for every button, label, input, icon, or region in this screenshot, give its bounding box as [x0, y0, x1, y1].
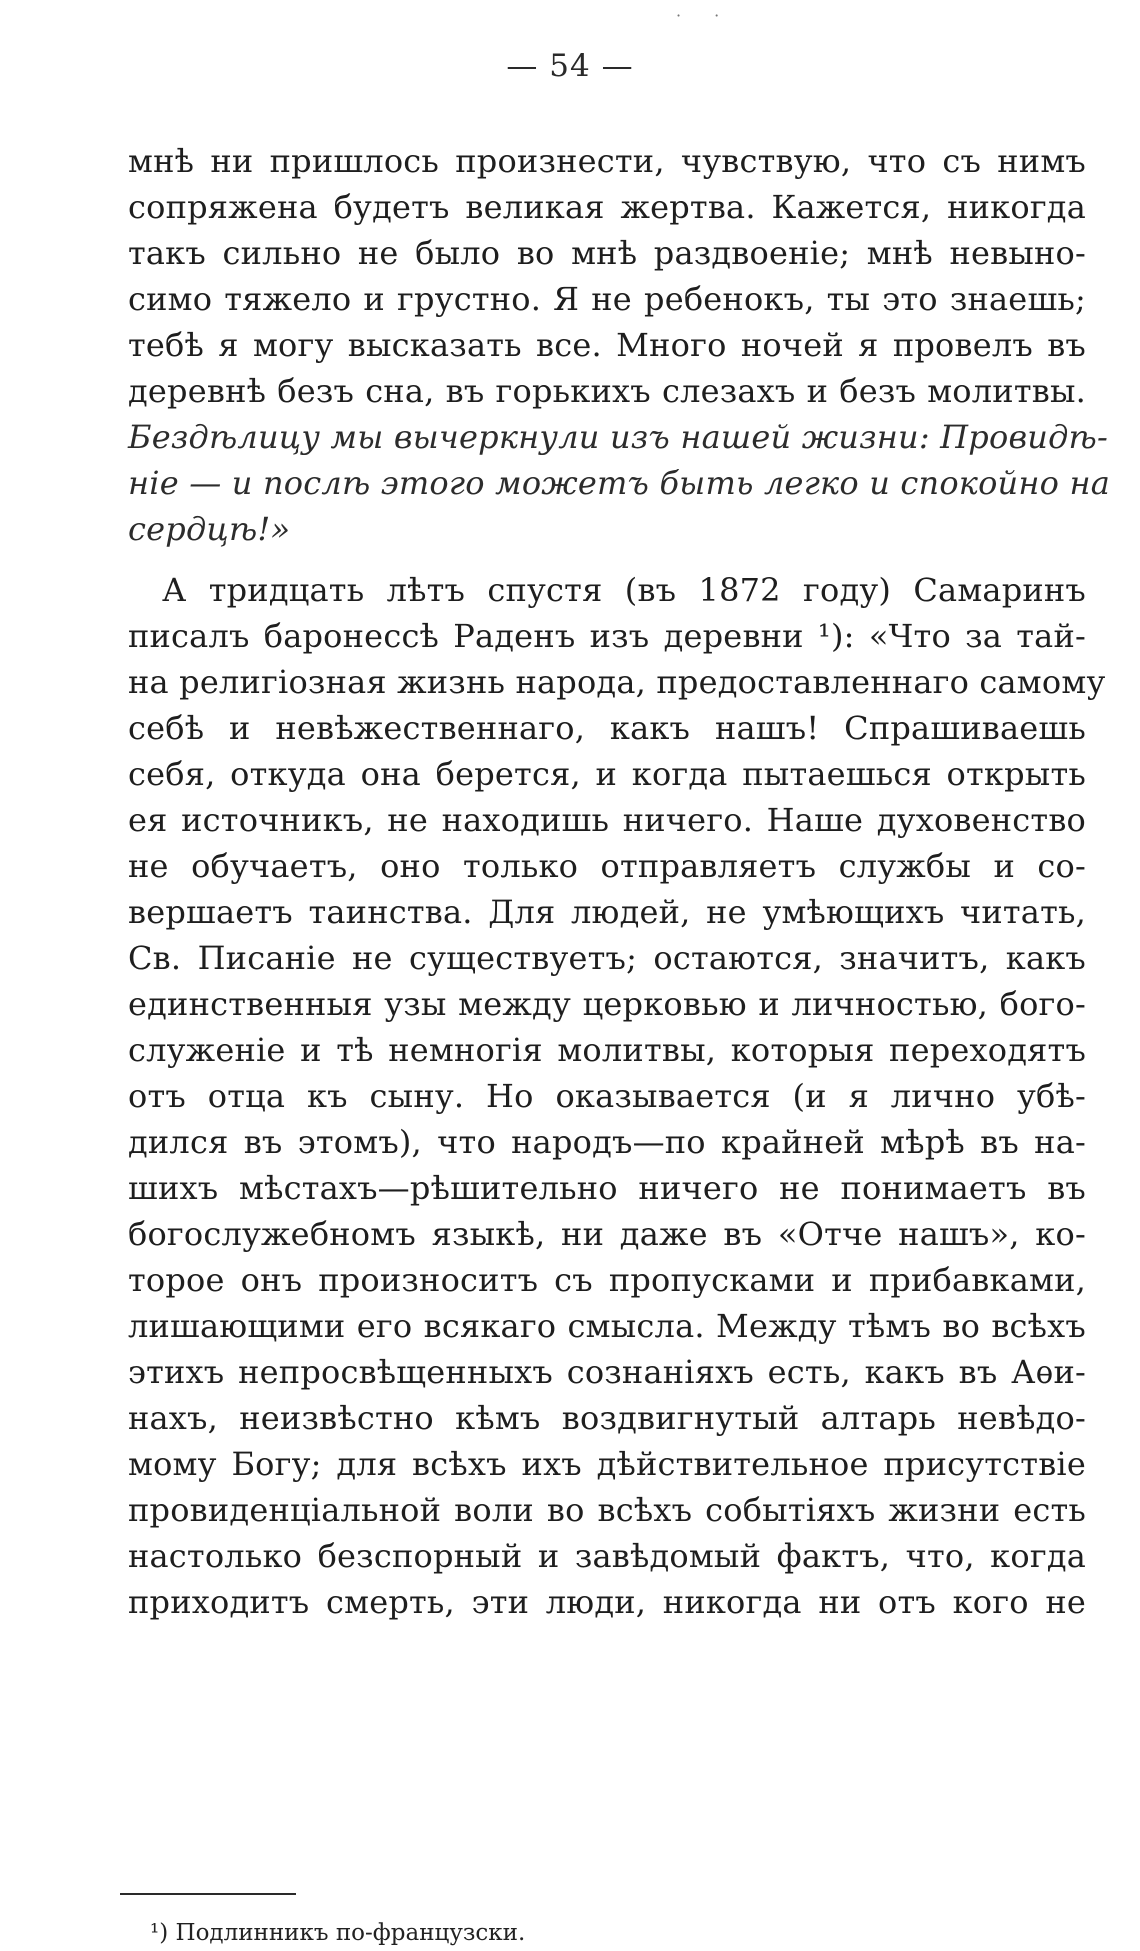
text-line: отъ отца къ сыну. Но оказывается (и я лично убѣ- [128, 1077, 1086, 1115]
italic-text-line: ніе — и послѣ этого можетъ быть легко и спокойно на [128, 464, 1111, 502]
text-line: мнѣ ни пришлось произнести, чувствую, что съ нимъ [128, 142, 1086, 180]
text-line: себѣ и невѣжественнаго, какъ нашъ! Спрашиваешь [128, 709, 1086, 747]
text-line: вершаетъ таинства. Для людей, не умѣющихъ читать, [128, 893, 1086, 931]
text-line: богослужебномъ языкѣ, ни даже въ «Отче нашъ», ко- [128, 1215, 1086, 1253]
text-line: тебѣ я могу высказать все. Много ночей я провелъ въ [128, 326, 1086, 364]
text-line: на религіозная жизнь народа, предоставленнаго самому [128, 663, 1106, 701]
paragraph-gap [128, 552, 1086, 567]
text-line: служеніе и тѣ немногія молитвы, которыя переходятъ [128, 1031, 1086, 1069]
text-line: деревнѣ безъ сна, въ горькихъ слезахъ и безъ молитвы. [128, 372, 1086, 410]
text-line: торое онъ произноситъ съ пропусками и прибавками, [128, 1261, 1086, 1299]
top-marks: · · [676, 6, 734, 25]
body-text [128, 138, 1111, 1625]
text-line: приходитъ смерть, эти люди, никогда ни отъ кого не [128, 1583, 1086, 1621]
text-line: Св. Писаніе не существуетъ; остаются, значитъ, какъ [128, 939, 1086, 977]
text-line: ея источникъ, не находишь ничего. Наше духовенство [128, 801, 1086, 839]
text-line: настолько безспорный и завѣдомый фактъ, что, когда [128, 1537, 1086, 1575]
text-line: сопряжена будетъ великая жертва. Кажется, никогда [128, 188, 1086, 226]
text-line: такъ сильно не было во мнѣ раздвоеніе; мнѣ невыно- [128, 234, 1086, 272]
footnote [150, 1918, 525, 1948]
text-line: А тридцать лѣтъ спустя (въ 1872 году) Самаринъ [162, 571, 1086, 609]
footnote-divider [120, 1893, 296, 1895]
text-line: единственныя узы между церковью и личностью, бого- [128, 985, 1086, 1023]
text-line: симо тяжело и грустно. Я не ребенокъ, ты это знаешь; [128, 280, 1086, 318]
text-line: нахъ, неизвѣстно кѣмъ воздвигнутый алтарь невѣдо- [128, 1399, 1086, 1437]
footnote-text: Подлинникъ по-французски. [175, 1920, 526, 1946]
italic-text-line: сердцѣ!» [128, 510, 291, 548]
text-line: шихъ мѣстахъ—рѣшительно ничего не понимаетъ въ [128, 1169, 1086, 1207]
text-line: мому Богу; для всѣхъ ихъ дѣйствительное присутствіе [128, 1445, 1086, 1483]
text-line: себя, откуда она берется, и когда пытаешься открыть [128, 755, 1086, 793]
page-number: — 54 — [506, 48, 634, 84]
text-line: лишающими его всякаго смысла. Между тѣмъ во всѣхъ [128, 1307, 1086, 1345]
text-line: дился въ этомъ), что народъ—по крайней мѣрѣ въ на- [128, 1123, 1086, 1161]
text-line: этихъ непросвѣщенныхъ сознаніяхъ есть, какъ въ Аѳи- [128, 1353, 1086, 1391]
italic-text-line: Бездѣлицу мы вычеркнули изъ нашей жизни: Провидѣ- [128, 418, 1109, 456]
footnote-marker: ¹) [150, 1920, 169, 1946]
text-line: писалъ баронессѣ Раденъ изъ деревни ¹): «Что за тай- [128, 617, 1086, 655]
text-line: не обучаетъ, оно только отправляетъ службы и со- [128, 847, 1086, 885]
text-line: провиденціальной воли во всѣхъ событіяхъ жизни есть [128, 1491, 1086, 1529]
